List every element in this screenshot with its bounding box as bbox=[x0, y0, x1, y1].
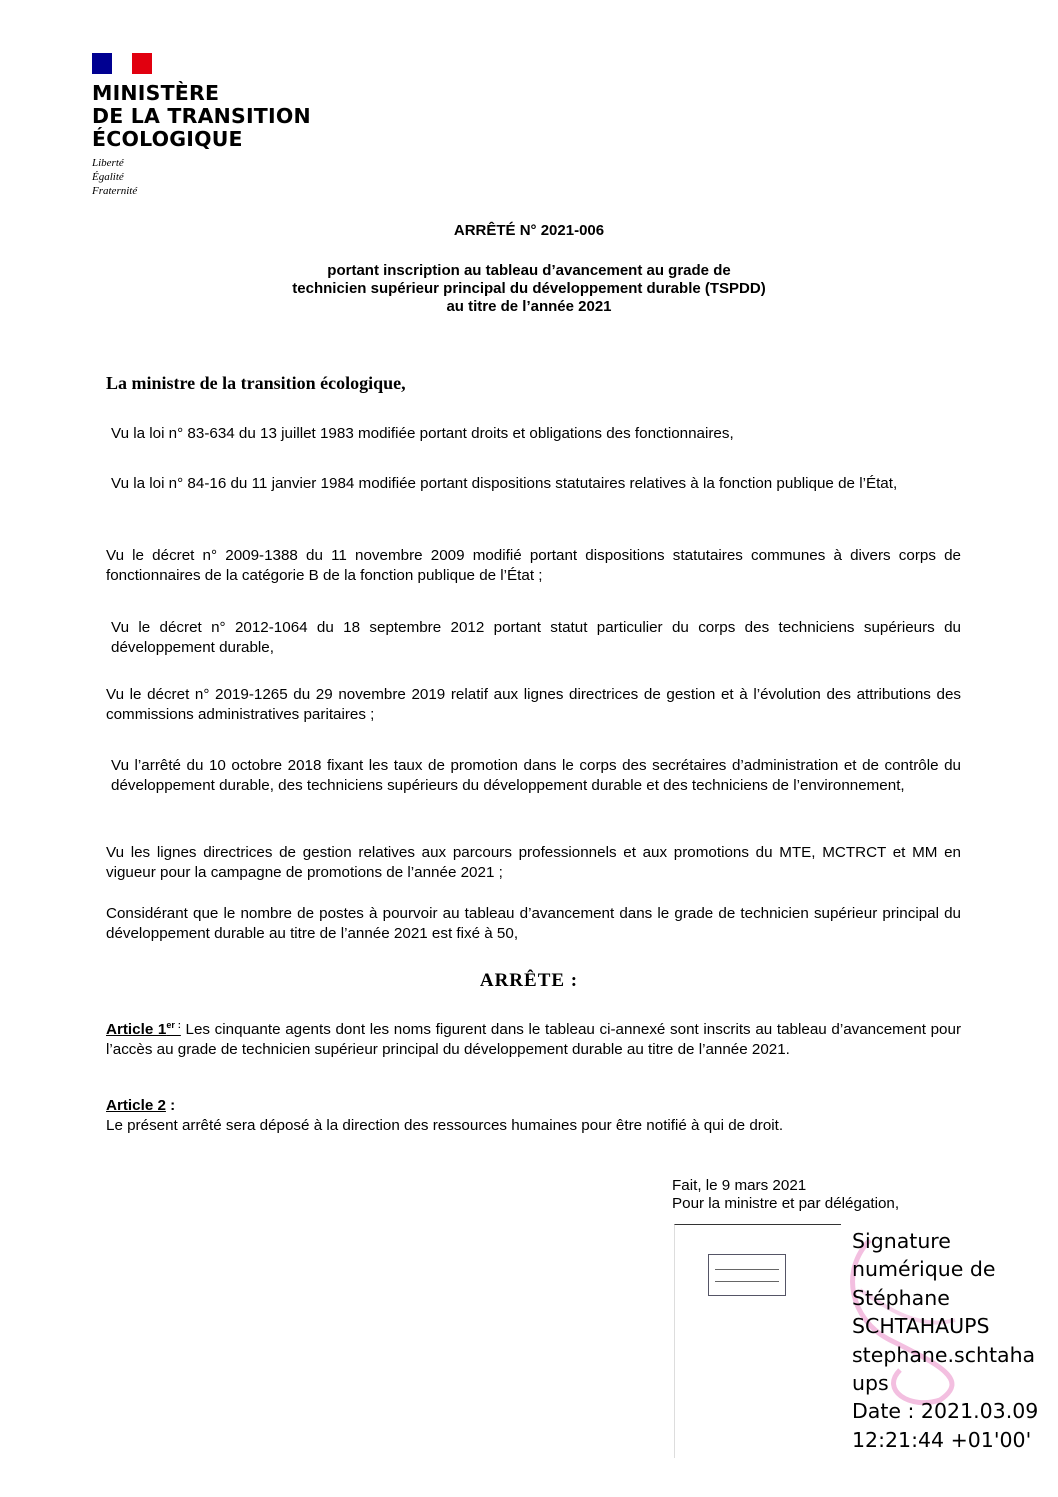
visa-paragraph: Vu l’arrêté du 10 octobre 2018 fixant les taux de promotion dans le corps des secrétaires d’administration et de contrôle du développement durable, des techniciens supérieurs du développement durable et des techniciens de l’environnement, bbox=[111, 757, 961, 794]
ministry-line: MINISTÈRE bbox=[92, 81, 220, 105]
digital-signature-line: Signature bbox=[852, 1229, 951, 1253]
decree-number: ARRÊTÉ N° 2021-006 bbox=[453, 222, 605, 239]
visa-paragraph: Vu la loi n° 83-634 du 13 juillet 1983 modifiée portant droits et obligations des fonctionnaires, bbox=[111, 425, 734, 442]
digital-signature-line: numérique de bbox=[852, 1257, 996, 1282]
visa-paragraph: Vu le décret n° 2009-1388 du 11 novembre 2009 modifié portant dispositions statutaires communes à divers corps de fonctionnaires de la catégorie B de la fonction publique de l’État ; bbox=[106, 547, 961, 584]
ministry-line: DE LA TRANSITION bbox=[92, 104, 311, 128]
decides-heading: ARRÊTE : bbox=[479, 970, 579, 991]
subtitle-line: au titre de l’année 2021 bbox=[446, 298, 612, 315]
republic-motto bbox=[92, 156, 137, 198]
delegation-line: Pour la ministre et par délégation, bbox=[672, 1195, 900, 1212]
ministry-name bbox=[92, 82, 311, 151]
digital-signature-line: stephane.schtaha bbox=[852, 1342, 1036, 1367]
ministry-line: ÉCOLOGIQUE bbox=[92, 127, 243, 151]
motto-line: Fraternité bbox=[92, 185, 138, 197]
digital-signature-line: Date : 2021.03.09 bbox=[852, 1399, 1039, 1424]
motto-line: Liberté bbox=[92, 157, 124, 169]
visa-paragraph: Vu le décret n° 2019-1265 du 29 novembre 2019 relatif aux lignes directrices de gestion et à l’évolution des attributions des commissions administratives paritaires ; bbox=[106, 686, 961, 723]
signature-place-date bbox=[672, 1177, 899, 1213]
visa-paragraph: Vu le décret n° 2012-1064 du 18 septembre 2012 portant statut particulier du corps des techniciens supérieurs du développement durable, bbox=[111, 619, 961, 656]
digital-signature-line: SCHTAHAUPS bbox=[852, 1314, 990, 1339]
visa-paragraph: Vu la loi n° 84-16 du 11 janvier 1984 modifiée portant dispositions statutaires relatives à la fonction publique de l’État, bbox=[111, 475, 898, 492]
flag-white-band bbox=[112, 53, 132, 74]
republic-flag-logo bbox=[92, 53, 152, 74]
flag-blue-band bbox=[92, 53, 112, 74]
article-2-label: Article 2 bbox=[106, 1097, 166, 1114]
article-1 bbox=[106, 1015, 961, 1060]
subtitle-line: technicien supérieur principal du développement durable (TSPDD) bbox=[292, 280, 766, 297]
digital-signature-block bbox=[852, 1227, 1038, 1454]
article-1-label: Article $1^{er :}$ bbox=[106, 1020, 181, 1039]
article-1-text: Les cinquante agents dont les noms figurent dans le tableau ci-annexé sont inscrits au tableau d’avancement pour l’accès au grade de technicien supérieur principal du développement durable au titre de l’année 2021. bbox=[106, 1021, 962, 1059]
considering-paragraph: Considérant que le nombre de postes à pourvoir au tableau d’avancement dans le grade de technicien supérieur principal du développement durable au titre de l’année 2021 est fixé à 50, bbox=[106, 905, 961, 942]
article-2-text: Le présent arrêté sera déposé à la direction des ressources humaines pour être notifié à qui de droit. bbox=[106, 1117, 784, 1134]
digital-signature-line: Stéphane bbox=[852, 1285, 950, 1310]
article-2-heading: Article 2 : bbox=[106, 1097, 176, 1114]
place-date: Fait, le 9 mars 2021 bbox=[672, 1177, 807, 1194]
subtitle-line: portant inscription au tableau d’avancement au grade de bbox=[327, 262, 731, 279]
digital-signature-line: 12:21:44 +01'00' bbox=[852, 1427, 1032, 1452]
minister-heading: La ministre de la transition écologique, bbox=[106, 373, 406, 393]
digital-signature-line: ups bbox=[852, 1371, 889, 1396]
decree-subtitle bbox=[0, 262, 1058, 316]
flag-red-band bbox=[132, 53, 152, 74]
motto-line: Égalité bbox=[92, 171, 124, 183]
official-stamp bbox=[708, 1254, 786, 1296]
visa-paragraph: Vu les lignes directrices de gestion relatives aux parcours professionnels et aux promotions du MTE, MCTRCT et MM en vigueur pour la campagne de promotions de l’année 2021 ; bbox=[106, 844, 961, 881]
